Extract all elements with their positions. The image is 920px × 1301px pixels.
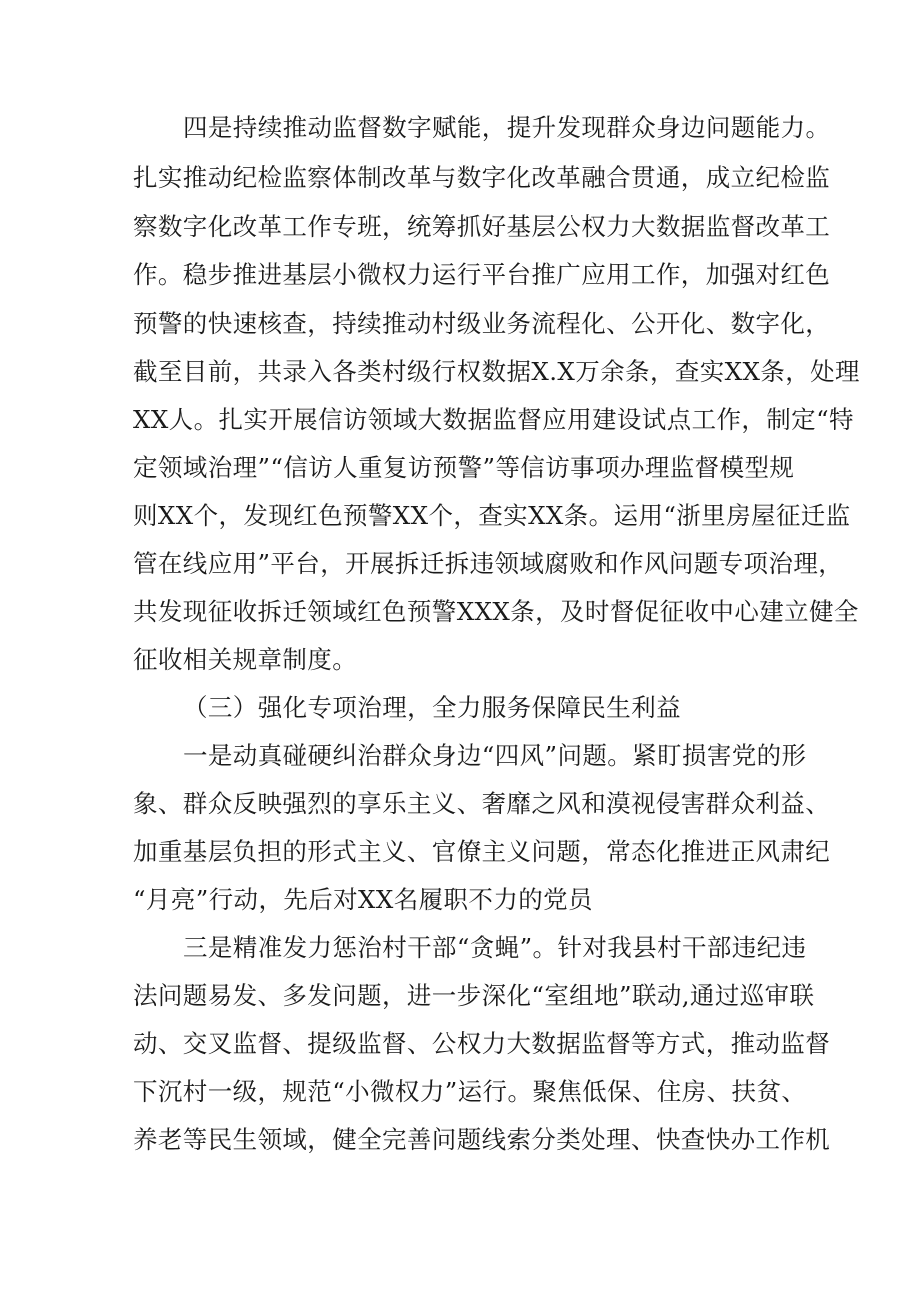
paragraph-line: 扎实推动纪检监察体制改革与数字化改革融合贯通，成立纪检监 xyxy=(133,163,831,192)
paragraph-line: 预警的快速核查，持续推动村级业务流程化、公开化、数字化， xyxy=(133,309,831,338)
paragraph-line: 动、交叉监督、提级监督、公权力大数据监督等方式，推动监督 xyxy=(133,1029,831,1058)
paragraph-line: 象、群众反映强烈的享乐主义、奢靡之风和漠视侵害群众利益、 xyxy=(133,789,831,818)
paragraph-line: “月亮”行动，先后对XX名履职不力的党员 xyxy=(133,885,593,914)
paragraph-line: 作。稳步推进基层小微权力运行平台推广应用工作，加强对红色 xyxy=(133,260,831,289)
paragraph-line: 管在线应用”平台，开展拆迁拆违领域腐败和作风问题专项治理， xyxy=(133,549,844,578)
paragraph-line: 四是持续推动监督数字赋能，提升发现群众身边问题能力。 xyxy=(183,113,831,142)
section-heading: （三）强化专项治理，全力服务保障民生利益 xyxy=(183,693,681,722)
paragraph-line: 法问题易发、多发问题，进一步深化“室组地”联动,通过巡审联 xyxy=(133,981,815,1010)
paragraph-line: 则XX个，发现红色预警XX个，查实XX条。运用“浙里房屋征迁监 xyxy=(133,501,851,530)
paragraph-line: 察数字化改革工作专班，统筹抓好基层公权力大数据监督改革工 xyxy=(133,212,831,241)
paragraph-line: 截至目前，共录入各类村级行权数据X.X万余条，查实XX条，处理 xyxy=(133,357,860,386)
paragraph-line: 共发现征收拆迁领域红色预警XXX条，及时督促征收中心建立健全 xyxy=(133,597,859,626)
paragraph-line: 征收相关规章制度。 xyxy=(133,645,358,674)
paragraph-line: 三是精准发力惩治村干部“贪蝇”。针对我县村干部违纪违 xyxy=(183,933,807,962)
paragraph-line: XX人。扎实开展信访领域大数据监督应用建设试点工作，制定“特 xyxy=(133,405,854,434)
paragraph-line: 一是动真碰硬纠治群众身边“四风”问题。紧盯损害党的形 xyxy=(183,741,807,770)
paragraph-line: 养老等民生领域，健全完善问题线索分类处理、快查快办工作机 xyxy=(133,1125,831,1154)
paragraph-line: 下沉村一级，规范“小微权力”运行。聚焦低保、住房、扶贫、 xyxy=(133,1077,807,1106)
paragraph-line: 定领域治理”“信访人重复访预警”等信访事项办理监督模型规 xyxy=(133,453,795,482)
paragraph-line: 加重基层负担的形式主义、官僚主义问题，常态化推进正风肃纪 xyxy=(133,837,831,866)
